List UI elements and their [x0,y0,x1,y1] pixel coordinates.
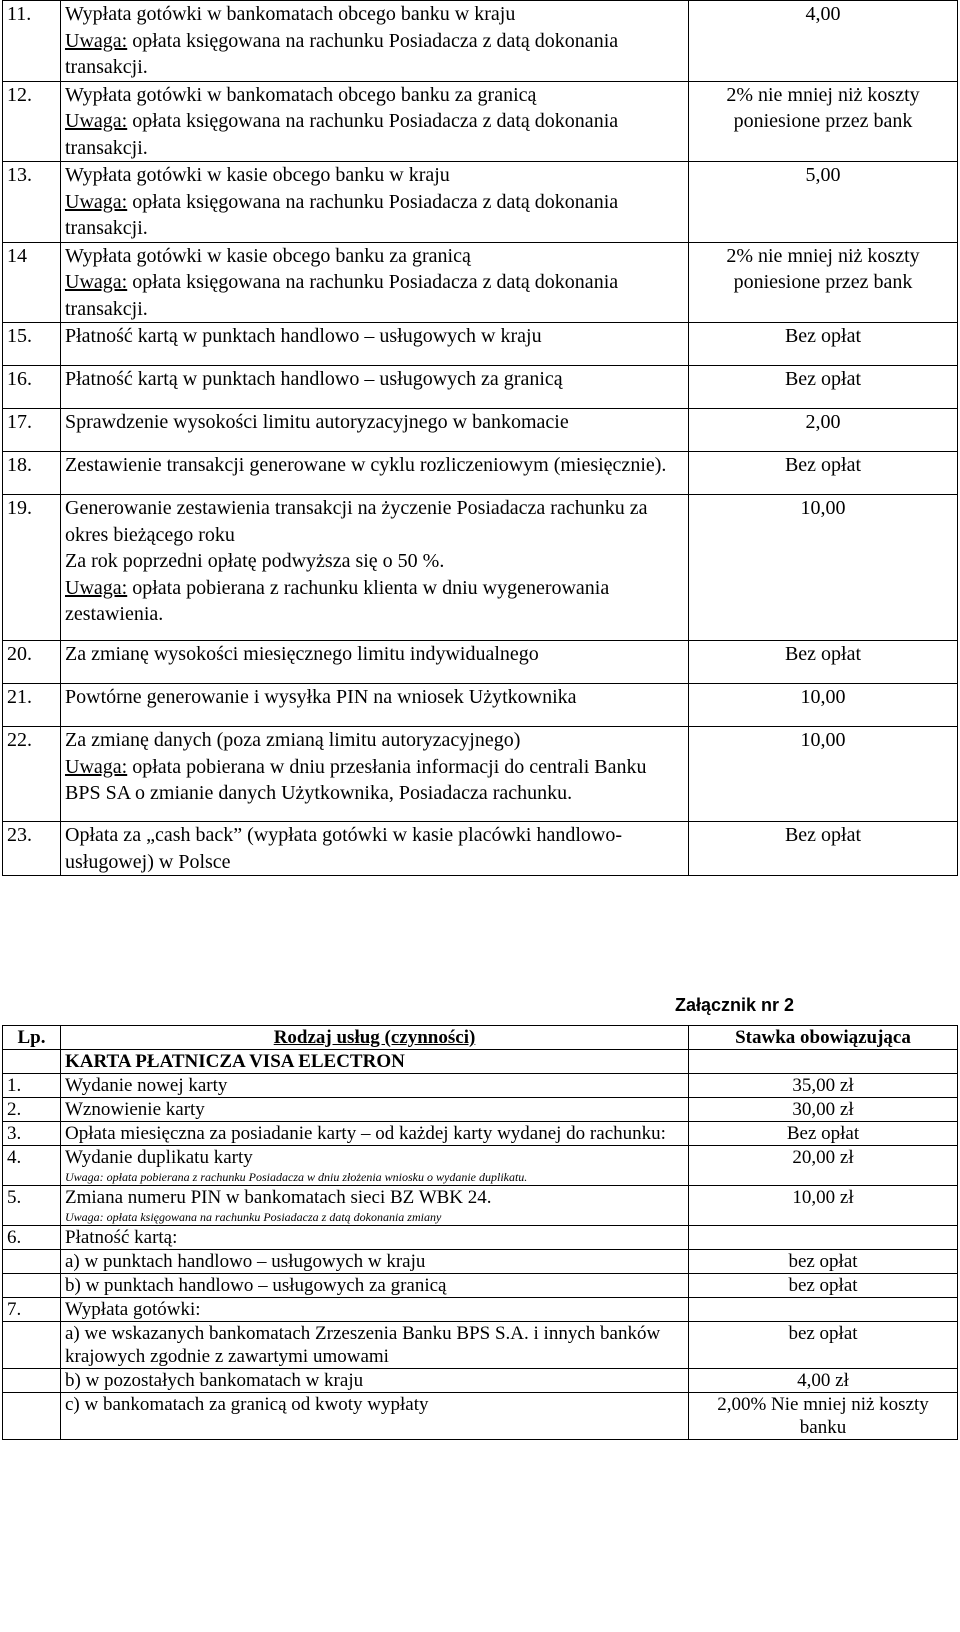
row-number: 3. [3,1122,61,1146]
row-description [61,1074,689,1098]
note-text: opłata księgowana na rachunku Posiadacza z datą dokonania transakcji. [65,29,619,78]
row-fee: 5,00 [689,162,958,243]
row-fee: 10,00 [689,684,958,727]
table-row [3,1250,958,1274]
table-row [3,81,958,162]
row-number: 7. [3,1298,61,1322]
row-fee: Bez opłat [689,452,958,495]
row-title: b) w punktach handlowo – usługowych za granicą [65,1275,447,1296]
row-number [3,1393,61,1440]
row-fee: 20,00 zł [689,1146,958,1186]
header-service-type: Rodzaj usług (czynności) [61,1026,689,1050]
note-label: Uwaga: [65,271,128,293]
row-title: Za zmianę wysokości miesięcznego limitu indywidualnego [65,643,539,665]
row-note [65,28,684,81]
row-description [61,1393,689,1440]
row-number [3,1322,61,1369]
row-note [65,575,684,628]
row-number: 17. [3,409,61,452]
note-text: opłata księgowana na rachunku Posiadacza z datą dokonania transakcji. [65,190,619,239]
row-number: 23. [3,822,61,876]
row-description [61,162,689,243]
row-number [3,1250,61,1274]
fee-table-continued [2,0,958,876]
table-row [3,1274,958,1298]
row-number: 6. [3,1226,61,1250]
row-title: Płatność kartą: [65,1227,178,1248]
row-fee: 10,00 zł [689,1186,958,1226]
table-row [3,1393,958,1440]
row-fee: 4,00 zł [689,1369,958,1393]
row-fee: 2% nie mniej niż koszty poniesione przez bank [689,81,958,162]
row-fee [689,1298,958,1322]
row-title: Opłata za „cash back” (wypłata gotówki w kasie placówki handlowo-usługowej) w Polsce [65,824,623,873]
note-text: opłata księgowana na rachunku Posiadacza z datą dokonania transakcji. [65,110,619,159]
row-title: Wypłata gotówki w kasie obcego banku w kraju [65,164,450,186]
row-description [61,1,689,82]
row-number: 20. [3,641,61,684]
row-title: Generowanie zestawienia transakcji na życzenie Posiadacza rachunku za okres bieżącego roku [65,497,648,546]
row-description [61,1122,689,1146]
table-row [3,1369,958,1393]
row-number: 15. [3,323,61,366]
table-row [3,1226,958,1250]
table-row [3,641,958,684]
row-note: Uwaga: opłata pobierana z rachunku Posiadacza w dniu złożenia wniosku o wydanie duplikatu. [65,1170,528,1184]
row-title: Zmiana numeru PIN w bankomatach sieci BZ WBK 24. [65,1187,492,1208]
row-extra: Za rok poprzedni opłatę podwyższa się o 50 %. [65,550,445,572]
row-description [61,81,689,162]
row-title: b) w pozostałych bankomatach w kraju [65,1370,364,1391]
row-description [61,1369,689,1393]
row-number: 5. [3,1186,61,1226]
row-title: c) w bankomatach za granicą od kwoty wypłaty [65,1394,429,1415]
row-description [61,323,689,366]
row-title: Powtórne generowanie i wysyłka PIN na wniosek Użytkownika [65,686,577,708]
note-label: Uwaga: [65,190,128,213]
row-title: Wydanie nowej karty [65,1075,228,1096]
row-description [61,409,689,452]
row-note [65,108,684,161]
table-row [3,1146,958,1186]
row-fee: Bez opłat [689,323,958,366]
table-row [3,727,958,822]
row-title: Sprawdzenie wysokości limitu autoryzacyjnego w bankomacie [65,411,569,433]
row-fee: Bez opłat [689,366,958,409]
row-title: Płatność kartą w punktach handlowo – usługowych w kraju [65,325,542,347]
row-note [65,189,684,242]
section-title: KARTA PŁATNICZA VISA ELECTRON [61,1050,689,1074]
row-note [65,269,684,322]
row-fee: bez opłat [689,1322,958,1369]
row-title: Wypłata gotówki w kasie obcego banku za granicą [65,244,471,267]
table-row [3,1298,958,1322]
table-row [3,366,958,409]
table-row [3,242,958,323]
row-title: a) w punktach handlowo – usługowych w kraju [65,1251,426,1272]
note-label: Uwaga: [65,755,128,778]
table-row [3,1098,958,1122]
row-fee: 30,00 zł [689,1098,958,1122]
row-number: 11. [3,1,61,82]
table-row [3,162,958,243]
note-label: Uwaga: [65,576,128,599]
row-number: 16. [3,366,61,409]
table-header-row [3,1026,958,1050]
row-title: Wznowienie karty [65,1099,205,1120]
row-number: 1. [3,1074,61,1098]
note-text: opłata pobierana z rachunku klienta w dniu wygenerowania zestawienia. [65,576,610,625]
row-description [61,1186,689,1226]
row-description [61,1250,689,1274]
row-description [61,1146,689,1186]
table-row [3,1,958,82]
table-row [3,1074,958,1098]
table-row [3,452,958,495]
row-number: 2. [3,1098,61,1122]
row-fee: Bez opłat [689,641,958,684]
note-label: Uwaga: [65,29,128,52]
row-fee: 10,00 [689,727,958,822]
row-title: Płatność kartą w punktach handlowo – usługowych za granicą [65,368,563,390]
row-fee: 10,00 [689,495,958,641]
row-number: 19. [3,495,61,641]
note-text: opłata księgowana na rachunku Posiadacza z datą dokonania transakcji. [65,271,619,320]
row-title: Opłata miesięczna za posiadanie karty – od każdej karty wydanej do rachunku: [65,1123,666,1144]
row-fee: bez opłat [689,1250,958,1274]
row-fee: bez opłat [689,1274,958,1298]
table-row [3,495,958,641]
note-label: Uwaga: [65,110,128,132]
row-number: 21. [3,684,61,727]
row-fee: 2,00% Nie mniej niż koszty banku [689,1393,958,1440]
row-number [3,1274,61,1298]
row-description [61,822,689,876]
row-description [61,641,689,684]
annex-title: Załącznik nr 2 [675,995,795,1015]
row-note: Uwaga: opłata księgowana na rachunku Posiadacza z datą dokonania zmiany [65,1210,442,1224]
visa-electron-fee-table [2,1025,958,1440]
row-fee: 4,00 [689,1,958,82]
row-fee: 2% nie mniej niż koszty poniesione przez bank [689,242,958,323]
row-description [61,452,689,495]
row-fee [689,1226,958,1250]
table-row [3,409,958,452]
row-description [61,495,689,641]
row-description [61,366,689,409]
table-row [3,822,958,876]
row-title: Wypłata gotówki w bankomatach obcego banku w kraju [65,3,516,25]
row-description [61,1298,689,1322]
row-title: Zestawienie transakcji generowane w cyklu rozliczeniowym (miesięcznie). [65,454,667,476]
note-text: opłata pobierana w dniu przesłania informacji do centrali Banku BPS SA o zmianie danych Użytkownika, Posiadacza rachunku. [65,755,647,804]
table-row [3,1322,958,1369]
row-fee: Bez opłat [689,822,958,876]
row-number [3,1369,61,1393]
table-row [3,1186,958,1226]
row-number: 12. [3,81,61,162]
row-description [61,1322,689,1369]
row-fee: Bez opłat [689,1122,958,1146]
row-number: 4. [3,1146,61,1186]
row-number: 13. [3,162,61,243]
row-title: Wypłata gotówki w bankomatach obcego banku za granicą [65,83,537,106]
table-row [3,323,958,366]
row-fee: 2,00 [689,409,958,452]
row-description [61,1226,689,1250]
row-number: 18. [3,452,61,495]
table-row [3,684,958,727]
row-title: Wydanie duplikatu karty [65,1147,253,1168]
row-note [65,754,684,807]
table-row [3,1122,958,1146]
row-title: Wypłata gotówki: [65,1299,201,1320]
row-description [61,1098,689,1122]
row-description [61,242,689,323]
row-title: a) we wskazanych bankomatach Zrzeszenia Banku BPS S.A. i innych banków krajowych zgodnie z zawartymi umowami [65,1323,661,1367]
header-lp: Lp. [3,1026,61,1050]
row-fee: 35,00 zł [689,1074,958,1098]
row-description [61,1274,689,1298]
row-number: 14 [3,242,61,323]
row-number: 22. [3,727,61,822]
header-rate: Stawka obowiązująca [689,1026,958,1050]
row-description [61,684,689,727]
row-description [61,727,689,822]
row-title: Za zmianę danych (poza zmianą limitu autoryzacyjnego) [65,729,521,751]
section-row [3,1050,958,1074]
